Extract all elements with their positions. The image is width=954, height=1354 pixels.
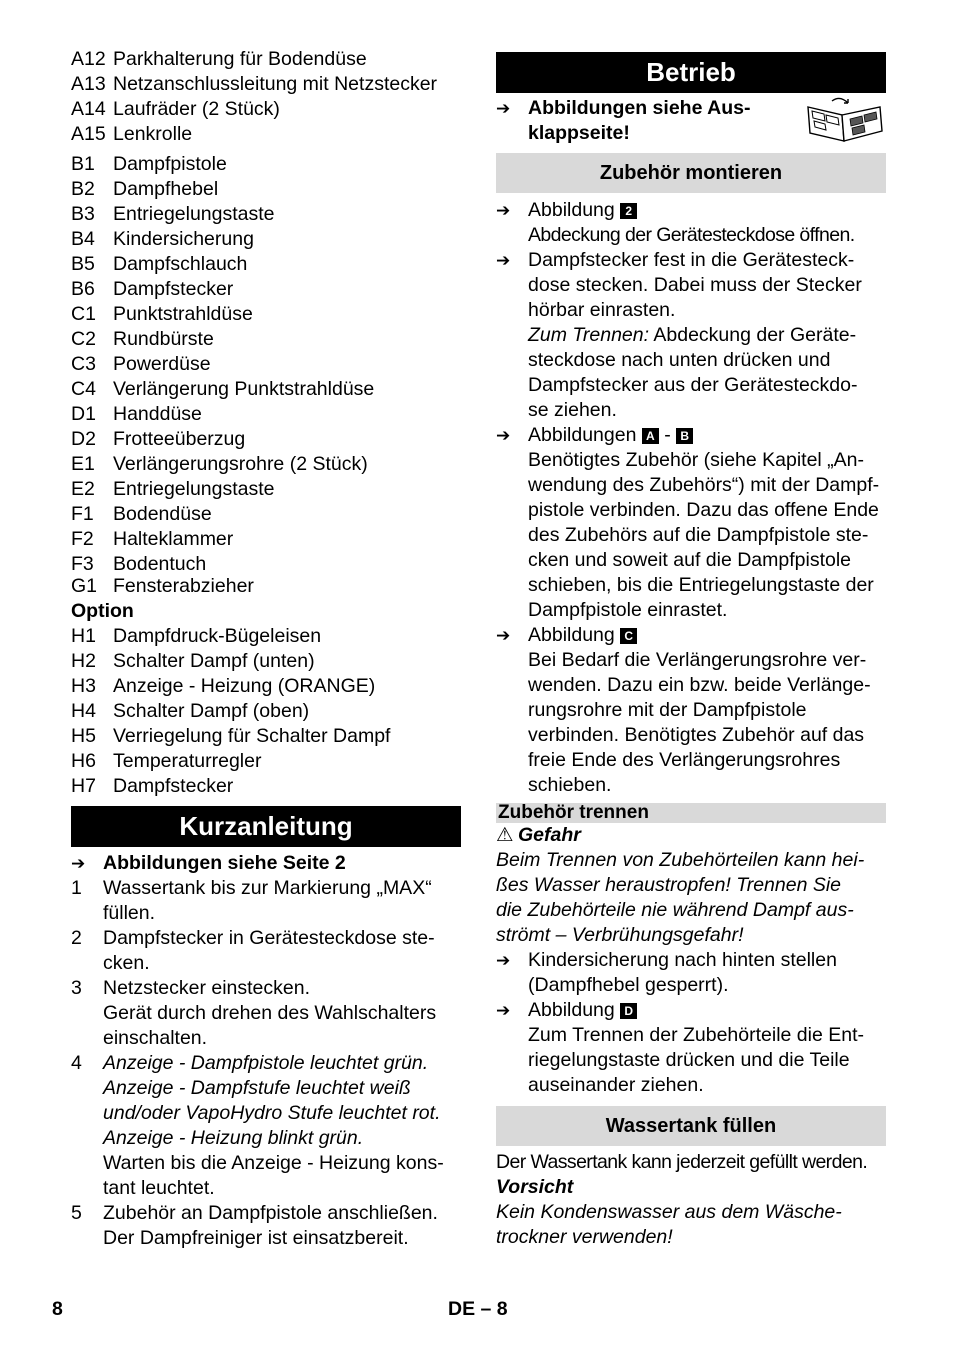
wassertank-intro: Der Wassertank kann jederzeit gefüllt werden. [496, 1151, 868, 1173]
caution-label: Vorsicht [496, 1176, 574, 1198]
see-page-note: ➔ Abbildungen siehe Seite 2 [71, 852, 346, 874]
list-item: C2 Rundbürste [71, 328, 214, 350]
page-number: 8 [52, 1298, 63, 1320]
arrow-right-icon: ➔ [496, 626, 511, 645]
step-5: 5 Zubehör an Dampfpistole anschließen. Der Dampfreiniger ist einsatzbereit. [71, 1202, 438, 1249]
step-4: 4 Anzeige - Dampfpistole leuchtet grün. Anzeige - Dampfstufe leuchtet weiß und/oder VapoHydro Stufe leuchtet rot. Anzeige - Heizung blinkt grün. Warten bis die Anzeige - Heizung kons- tant leuchtet. [71, 1052, 444, 1199]
list-item: B4 Kindersicherung [71, 228, 254, 250]
step-figure-2: ➔ Abbildung 2 Abdeckung der Gerätesteckdose öffnen. [496, 199, 855, 246]
list-item: F3 Bodentuch [71, 553, 207, 575]
list-item: B6 Dampfstecker [71, 278, 234, 300]
list-item: H6 Temperaturregler [71, 750, 262, 772]
list-item: C1 Punktstrahldüse [71, 303, 253, 325]
figure-badge: B [676, 428, 693, 444]
list-item: G1 Fensterabzieher [71, 575, 254, 597]
left-column [71, 47, 461, 1251]
step-child-lock: ➔ Kindersicherung nach hinten stellen (Dampfhebel gesperrt). [496, 949, 837, 996]
figure-badge: 2 [620, 203, 637, 219]
list-item: A13 Netzanschlussleitung mit Netzstecker [71, 73, 438, 95]
step-3: 3 Netzstecker einstecken. Gerät durch drehen des Wahlschalters einschalten. [71, 977, 437, 1049]
list-item: A14 Laufräder (2 Stück) [71, 98, 280, 120]
see-fold-note: ➔ Abbildungen siehe Aus- klappseite! [496, 93, 886, 153]
page-footer-label: DE – 8 [448, 1298, 508, 1320]
list-item: B1 Dampfpistole [71, 153, 227, 175]
arrow-right-icon: ➔ [496, 201, 511, 220]
arrow-right-icon: ➔ [496, 951, 511, 970]
list-item: C4 Verlängerung Punktstrahldüse [71, 378, 375, 400]
arrow-right-icon: ➔ [496, 251, 511, 270]
section-heading-zubehoer-montieren: Zubehör montieren [496, 153, 886, 193]
arrow-right-icon: ➔ [496, 426, 511, 445]
list-item: A12 Parkhalterung für Bodendüse [71, 48, 367, 70]
list-item: H7 Dampfstecker [71, 775, 234, 797]
list-item: H5 Verriegelung für Schalter Dampf [71, 725, 391, 747]
list-item: H2 Schalter Dampf (unten) [71, 650, 315, 672]
figure-badge: C [620, 628, 637, 644]
list-item: H4 Schalter Dampf (oben) [71, 700, 310, 722]
list-item: H1 Dampfdruck-Bügeleisen [71, 625, 322, 647]
step-figures-a-b: ➔ Abbildungen A - B Benötigtes Zubehör (siehe Kapitel „An- wendung des Zubehörs“) mit der Dampf- pistole verbinden. Dazu das offene Ende des Zubehörs auf die Dampfpistole ste- cken und soweit auf die Dampfpistole schieben, bis die Entriegelungstaste der Dampfpistole einrastet. [496, 424, 880, 621]
section-heading-betrieb: Betrieb [496, 52, 886, 93]
open-book-icon [804, 95, 886, 143]
section-heading-zubehoer-trennen: Zubehör trennen [496, 803, 886, 823]
step-figure-c: ➔ Abbildung C Bei Bedarf die Verlängerungsrohre ver- wenden. Dazu ein bzw. beide Verlänge- rungsrohre mit der Dampfpistole verbinden. Benötigtes Zubehör auf das freie Ende des Verlängerungsrohres schieben. [496, 624, 871, 796]
danger-text: Beim Trennen von Zubehörteilen kann hei- ßes Wasser heraustropfen! Trennen Sie die Zubehörteile nie während Dampf aus- strömt – Verbrühungsgefahr! [496, 849, 865, 946]
step-figure-d: ➔ Abbildung D Zum Trennen der Zubehörteile die Ent- riegelungstaste drücken und die Teile auseinander ziehen. [496, 999, 865, 1096]
list-item: H3 Anzeige - Heizung (ORANGE) [71, 675, 376, 697]
option-heading: Option [71, 600, 134, 622]
list-item: B3 Entriegelungstaste [71, 203, 275, 225]
list-item: F1 Bodendüse [71, 503, 212, 525]
list-item: A15 Lenkrolle [71, 123, 193, 145]
parts-list-a [71, 47, 461, 147]
list-item: F2 Halteklammer [71, 528, 234, 550]
section-heading-kurzanleitung: Kurzanleitung [71, 806, 461, 847]
right-column [496, 52, 886, 1250]
figure-badge: A [642, 428, 659, 444]
warning-icon: ⚠ [496, 824, 514, 846]
parts-list-b [71, 152, 461, 596]
step-1: 1 Wassertank bis zur Markierung „MAX“ füllen. [71, 877, 432, 924]
arrow-right-icon: ➔ [71, 854, 86, 873]
arrow-right-icon: ➔ [496, 1001, 511, 1020]
option-list [71, 624, 461, 799]
list-item: C3 Powerdüse [71, 353, 211, 375]
section-heading-wassertank-fuellen: Wassertank füllen [496, 1106, 886, 1146]
list-item: D1 Handdüse [71, 403, 202, 425]
list-item: E1 Verlängerungsrohre (2 Stück) [71, 453, 368, 475]
figure-badge: D [620, 1003, 637, 1019]
list-item: E2 Entriegelungstaste [71, 478, 275, 500]
list-item: B2 Dampfhebel [71, 178, 219, 200]
step-2: 2 Dampfstecker in Gerätesteckdose ste- cken. [71, 927, 435, 974]
caution-text: Kein Kondenswasser aus dem Wäsche- trockner verwenden! [496, 1201, 842, 1248]
step-plug-in: ➔ Dampfstecker fest in die Gerätesteck- dose stecken. Dabei muss der Stecker hörbar einrasten. Zum Trennen: Abdeckung der Geräte- steckdose nach unten drücken und Dampfstecker aus der Gerätesteckdo- se ziehen. [496, 249, 862, 421]
list-item: D2 Frotteeüberzug [71, 428, 246, 450]
arrow-right-icon: ➔ [496, 99, 511, 118]
list-item: B5 Dampfschlauch [71, 253, 248, 275]
danger-label: ⚠ Gefahr [496, 824, 581, 846]
